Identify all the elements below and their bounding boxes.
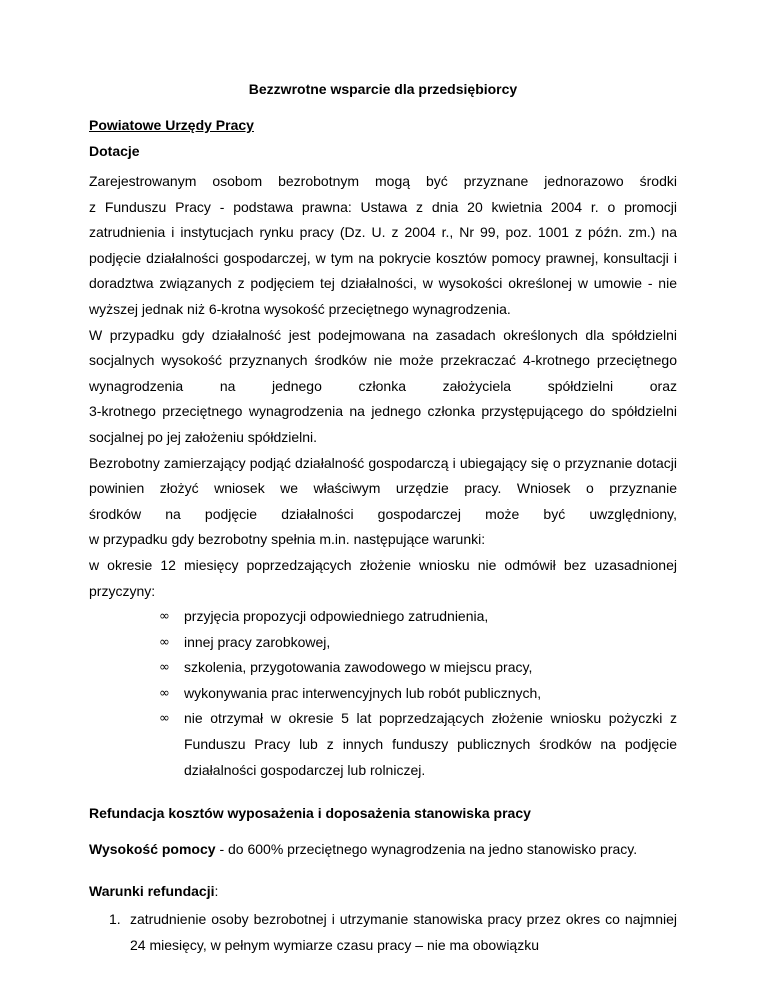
conditions-list [89,907,677,958]
list-item [159,706,677,783]
subsection-heading: Dotacje [89,143,140,159]
infinity-bullet-icon: ∞ [159,685,170,701]
paragraph-2b: wynagrodzenia na jednego członka założyciela spółdzielni oraz [89,377,677,394]
aid-amount-paragraph [89,839,677,859]
infinity-bullet-icon: ∞ [159,660,170,676]
list-item-text: wykonywania prac interwencyjnych lub robót publicznych, [184,684,542,701]
conditions-colon: : [214,883,219,900]
list-item-text: nie otrzymał w okresie 5 lat poprzedzających złożenie wniosku pożyczki z Funduszu Pracy lub z innych funduszy publicznych środków na podjęcie działalności gospodarczej lub rolniczej. [184,710,677,778]
condition-text: zatrudnienie osoby bezrobotnej i utrzymanie stanowiska pracy przez okres co najmniej 24 miesięcy, w pełnym wymiarze czasu pracy – nie ma obowiązku [130,911,677,953]
paragraph-1: z Funduszu Pracy - podstawa prawna: Ustawa z dnia 20 kwietnia 2004 r. o promocji zatrudnienia i instytucjach rynku pracy (Dz. U. z 2004 r., Nr 99, poz. 1001 z późn. zm.) na podjęcie działalności gospodarczej, w tym na pokrycie kosztów pomocy prawnej, konsultacji i doradztwa związanych z podjęciem tej działalności, w wysokości określonej w umowie - nie wyższej jednak niż 6-krotna wysokość przeciętnego wynagrodzenia. [89,198,677,317]
paragraph-3a: Bezrobotny zamierzający podjąć działalność gospodarczą i ubiegający się o przyznanie dotacji powinien złożyć wniosek we właściwym urzędzie pracy. Wniosek o przyznanie [89,454,677,497]
document-body [89,79,677,958]
paragraph-3b: środków na podjęcie działalności gospodarczej może być uwzględniony, [89,505,677,522]
list-item-text: szkolenia, przygotowania zawodowego w miejscu pracy, [184,659,533,676]
refund-heading: Refundacja kosztów wyposażenia i doposażenia stanowiska pracy [89,805,531,822]
document-title: Bezzwrotne wsparcie dla przedsiębiorcy [248,81,518,97]
bullet-list [89,604,677,783]
aid-amount-label: Wysokość pomocy [89,841,216,858]
list-item [109,907,677,958]
list-item [159,655,677,681]
paragraph-2a: W przypadku gdy działalność jest podejmowana na zasadach określonych dla spółdzielni socjalnych wysokość przyznanych środków nie może przekraczać 4-krotnego przeciętnego [89,326,677,369]
list-item [159,630,677,656]
infinity-bullet-icon: ∞ [159,634,170,650]
paragraph-2c: 3-krotnego przeciętnego wynagrodzenia na jednego członka przystępującego do spółdzielni socjalnej po jej założeniu spółdzielni. [89,403,677,445]
conditions-heading [89,881,677,901]
conditions-label: Warunki refundacji [89,883,215,900]
paragraph-3c: w przypadku gdy bezrobotny spełnia m.in. następujące warunki: [89,531,486,548]
infinity-bullet-icon: ∞ [159,711,170,727]
list-item [159,604,677,630]
list-item-text: przyjęcia propozycji odpowiedniego zatrudnienia, [184,608,489,625]
list-item-text: innej pracy zarobkowej, [184,633,331,650]
paragraph-1-first-line: Zarejestrowanym osobom bezrobotnym mogą być przyznane jednorazowo środki [89,173,677,189]
list-item [159,681,677,707]
infinity-bullet-icon: ∞ [159,609,170,625]
section-heading: Powiatowe Urzędy Pracy [89,117,254,133]
condition-number: 1. [109,911,121,928]
aid-amount-text: - do 600% przeciętnego wynagrodzenia na jedno stanowisko pracy. [215,841,638,858]
paragraph-4: w okresie 12 miesięcy poprzedzających złożenie wniosku nie odmówił bez uzasadnionej przyczyny: [89,556,677,599]
